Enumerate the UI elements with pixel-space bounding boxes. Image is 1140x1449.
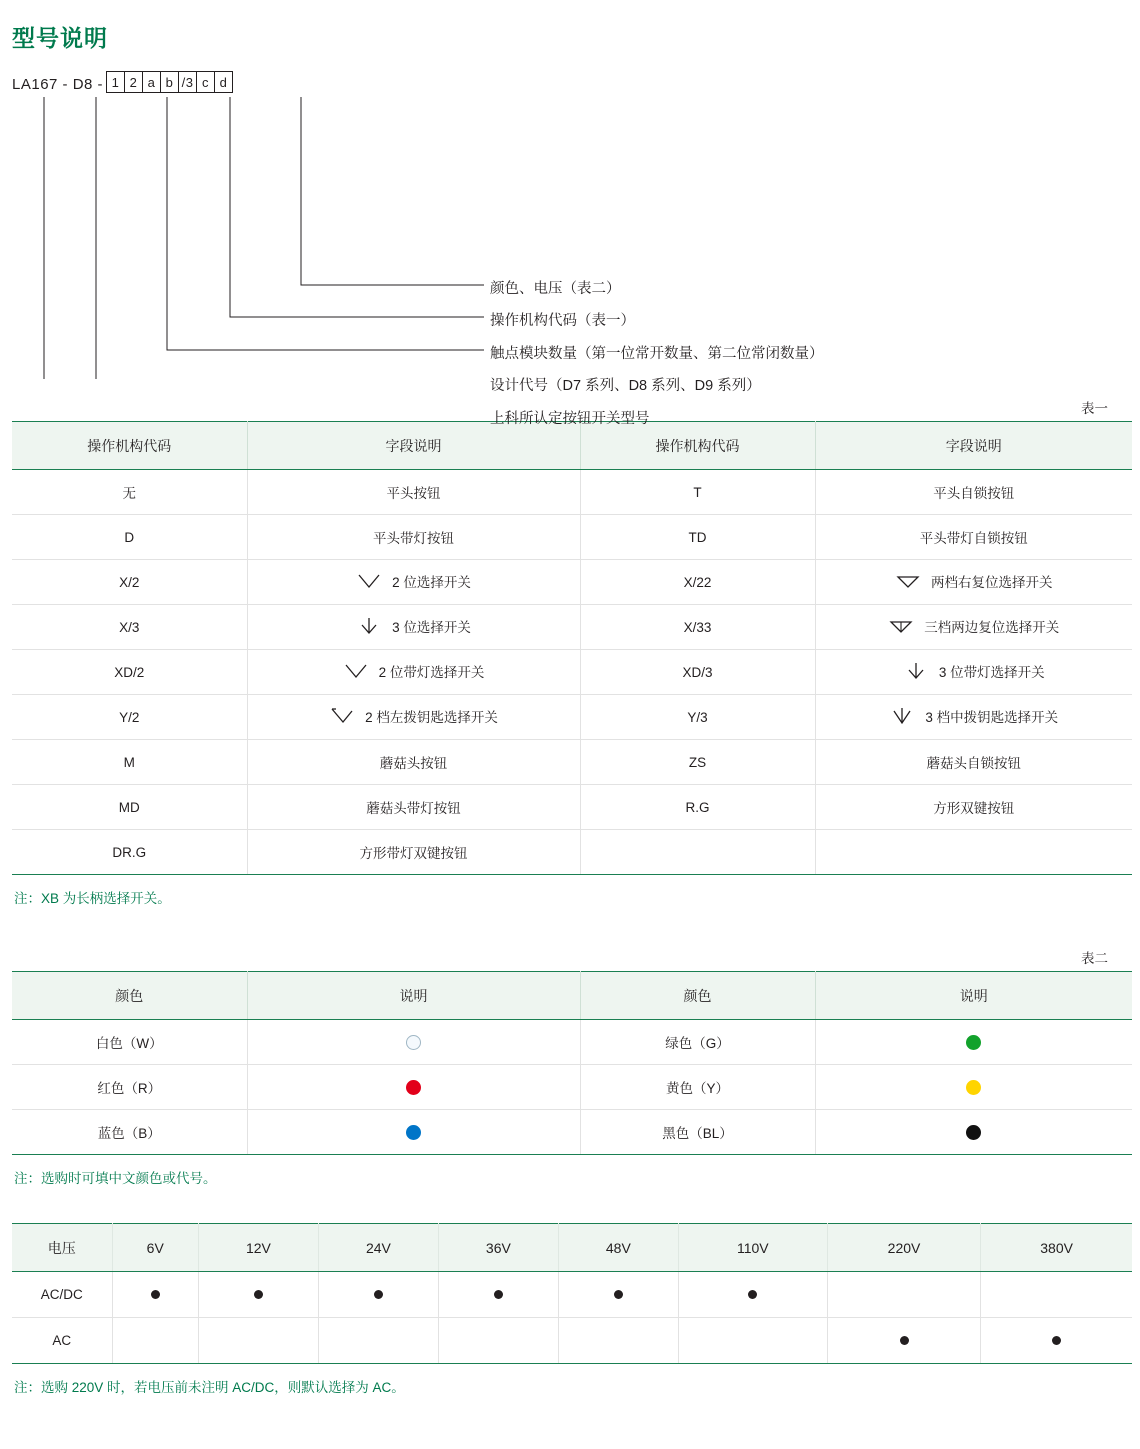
table-mechanism-codes	[12, 421, 1132, 875]
table-one-caption: 表一	[1081, 401, 1108, 416]
cell-color-swatch	[247, 1110, 580, 1155]
leader-label-model-approval: 上科所认定按钮开关型号	[490, 411, 650, 427]
cell-desc-text: 三档两边复位选择开关	[924, 620, 1060, 635]
cell-desc-text: 3 档中拨钥匙选择开关	[925, 710, 1059, 725]
cell-code: 无	[12, 470, 247, 515]
cell-code: ZS	[580, 740, 815, 785]
cell-code: Y/2	[12, 695, 247, 740]
cell-color-name: 绿色（G）	[580, 1020, 815, 1065]
cell-mark	[198, 1272, 318, 1318]
color-dot-red	[406, 1080, 421, 1095]
cell-mark-empty	[318, 1318, 438, 1364]
cell-color-name: 红色（R）	[12, 1065, 247, 1110]
cell-desc-with-symbol	[815, 695, 1132, 740]
table-row	[12, 650, 1132, 695]
code-box-slash3: /3	[178, 71, 197, 93]
cell-desc-text: 2 位带灯选择开关	[378, 665, 485, 680]
th-voltage-36v: 36V	[438, 1224, 558, 1272]
cell-code: T	[580, 470, 815, 515]
leader-label-design-code: 设计代号（D7 系列、D8 系列、D9 系列）	[490, 378, 761, 394]
table-one-note: 注：XB 为长柄选择开关。	[14, 891, 171, 906]
leader-label-color-voltage: 颜色、电压（表二）	[490, 281, 621, 297]
leader-lines	[12, 69, 1132, 379]
cell-mark	[981, 1318, 1132, 1364]
cell-desc	[815, 830, 1132, 875]
cell-code: X/3	[12, 605, 247, 650]
th-desc-1: 字段说明	[247, 422, 580, 470]
cell-desc: 平头自锁按钮	[815, 470, 1132, 515]
th-code-2: 操作机构代码	[580, 422, 815, 470]
mark-dot	[494, 1290, 503, 1299]
table-header-row	[12, 972, 1132, 1020]
cell-desc-with-symbol	[247, 695, 580, 740]
cell-code: TD	[580, 515, 815, 560]
cell-desc: 平头按钮	[247, 470, 580, 515]
model-code-diagram	[12, 69, 1130, 427]
switch-arrow-down-v-icon	[889, 707, 915, 725]
table-row	[12, 470, 1132, 515]
cell-mark	[558, 1272, 678, 1318]
cell-mark	[318, 1272, 438, 1318]
cell-desc-with-symbol	[815, 560, 1132, 605]
cell-code: XD/2	[12, 650, 247, 695]
cell-color-swatch	[815, 1020, 1132, 1065]
table-row	[12, 830, 1132, 875]
cell-color-swatch	[815, 1065, 1132, 1110]
mark-dot	[254, 1290, 263, 1299]
cell-mark-empty	[827, 1272, 980, 1318]
cell-mark-empty	[112, 1318, 198, 1364]
cell-mark-empty	[438, 1318, 558, 1364]
cell-code: X/33	[580, 605, 815, 650]
switch-v-left-icon	[329, 707, 355, 725]
cell-mark	[678, 1272, 827, 1318]
table-row	[12, 1065, 1132, 1110]
cell-code: DR.G	[12, 830, 247, 875]
table-row	[12, 1318, 1132, 1364]
cell-desc-with-symbol	[247, 605, 580, 650]
cell-code: M	[12, 740, 247, 785]
mark-dot	[151, 1290, 160, 1299]
table-two-caption: 表二	[1081, 951, 1108, 966]
switch-v-icon	[356, 572, 382, 590]
switch-diamond-right-icon	[895, 572, 921, 590]
cell-desc: 方形带灯双键按钮	[247, 830, 580, 875]
table-colors	[12, 971, 1132, 1155]
cell-mark-empty	[678, 1318, 827, 1364]
code-box-d: d	[214, 71, 233, 93]
table-two-note: 注：选购时可填中文颜色或代号。	[14, 1171, 217, 1186]
cell-mark-empty	[558, 1318, 678, 1364]
cell-row-label: AC	[12, 1318, 112, 1364]
mark-dot	[900, 1336, 909, 1345]
cell-code: D	[12, 515, 247, 560]
mark-dot	[748, 1290, 757, 1299]
mark-dot	[614, 1290, 623, 1299]
cell-color-swatch	[815, 1110, 1132, 1155]
cell-code: X/2	[12, 560, 247, 605]
th-voltage-12v: 12V	[198, 1224, 318, 1272]
cell-code: MD	[12, 785, 247, 830]
table-row	[12, 1020, 1132, 1065]
mark-dot	[1052, 1336, 1061, 1345]
cell-row-label: AC/DC	[12, 1272, 112, 1318]
th-voltage-48v: 48V	[558, 1224, 678, 1272]
cell-desc: 平头带灯按钮	[247, 515, 580, 560]
table-row	[12, 1272, 1132, 1318]
th-voltage-380v: 380V	[981, 1224, 1132, 1272]
th-voltage-6v: 6V	[112, 1224, 198, 1272]
code-box-2: 2	[124, 71, 143, 93]
cell-desc-with-symbol	[815, 605, 1132, 650]
table-header-row	[12, 1224, 1132, 1272]
cell-desc: 方形双键按钮	[815, 785, 1132, 830]
th-voltage-label: 电压	[12, 1224, 112, 1272]
cell-desc-text: 2 位选择开关	[392, 575, 471, 590]
voltage-table-note: 注：选购 220V 时，若电压前未注明 AC/DC，则默认选择为 AC。	[14, 1380, 405, 1395]
cell-desc-with-symbol	[247, 560, 580, 605]
color-dot-white	[406, 1035, 421, 1050]
th-voltage-220v: 220V	[827, 1224, 980, 1272]
color-dot-blue	[406, 1125, 421, 1140]
color-dot-yellow	[966, 1080, 981, 1095]
switch-arrow-down-icon	[903, 662, 929, 680]
cell-color-name: 白色（W）	[12, 1020, 247, 1065]
cell-code: R.G	[580, 785, 815, 830]
cell-color-name: 黑色（BL）	[580, 1110, 815, 1155]
cell-desc-text: 两档右复位选择开关	[931, 575, 1053, 590]
cell-desc-with-symbol	[247, 650, 580, 695]
cell-color-name: 蓝色（B）	[12, 1110, 247, 1155]
th-desc-1: 说明	[247, 972, 580, 1020]
code-box-1: 1	[106, 71, 125, 93]
th-color-2: 颜色	[580, 972, 815, 1020]
cell-desc-with-symbol	[815, 650, 1132, 695]
cell-code: Y/3	[580, 695, 815, 740]
cell-mark-empty	[981, 1272, 1132, 1318]
table-row	[12, 695, 1132, 740]
cell-mark	[438, 1272, 558, 1318]
model-code-prefix: LA167 - D8 -	[12, 76, 104, 93]
table-row	[12, 605, 1132, 650]
switch-arrow-down-icon	[356, 617, 382, 635]
th-desc-2: 说明	[815, 972, 1132, 1020]
table-row	[12, 560, 1132, 605]
table-voltage	[12, 1223, 1132, 1364]
color-dot-green	[966, 1035, 981, 1050]
cell-desc-text: 3 位选择开关	[392, 620, 471, 635]
switch-diamond-both-icon	[888, 617, 914, 635]
cell-desc-text: 2 档左拨钥匙选择开关	[365, 710, 498, 725]
cell-desc: 蘑菇头自锁按钮	[815, 740, 1132, 785]
cell-desc: 蘑菇头带灯按钮	[247, 785, 580, 830]
table-row	[12, 1110, 1132, 1155]
code-box-b: b	[160, 71, 179, 93]
table-row	[12, 515, 1132, 560]
switch-v-icon	[343, 662, 369, 680]
cell-color-name: 黄色（Y）	[580, 1065, 815, 1110]
page-title: 型号说明	[12, 25, 108, 51]
color-dot-black	[966, 1125, 981, 1140]
th-voltage-110v: 110V	[678, 1224, 827, 1272]
cell-desc-text: 3 位带灯选择开关	[938, 665, 1045, 680]
cell-color-swatch	[247, 1020, 580, 1065]
cell-mark-empty	[198, 1318, 318, 1364]
cell-color-swatch	[247, 1065, 580, 1110]
cell-code: X/22	[580, 560, 815, 605]
cell-mark	[827, 1318, 980, 1364]
cell-mark	[112, 1272, 198, 1318]
leader-label-mechanism-code: 操作机构代码（表一）	[490, 313, 635, 329]
th-color-1: 颜色	[12, 972, 247, 1020]
table-row	[12, 740, 1132, 785]
table-header-row	[12, 422, 1132, 470]
th-voltage-24v: 24V	[318, 1224, 438, 1272]
cell-desc: 平头带灯自锁按钮	[815, 515, 1132, 560]
table-row	[12, 785, 1132, 830]
cell-code	[580, 830, 815, 875]
mark-dot	[374, 1290, 383, 1299]
cell-code: XD/3	[580, 650, 815, 695]
code-box-a: a	[142, 71, 161, 93]
code-box-c: c	[196, 71, 215, 93]
leader-label-contact-count: 触点模块数量（第一位常开数量、第二位常闭数量）	[490, 346, 824, 362]
th-desc-2: 字段说明	[815, 422, 1132, 470]
cell-desc: 蘑菇头按钮	[247, 740, 580, 785]
th-code-1: 操作机构代码	[12, 422, 247, 470]
